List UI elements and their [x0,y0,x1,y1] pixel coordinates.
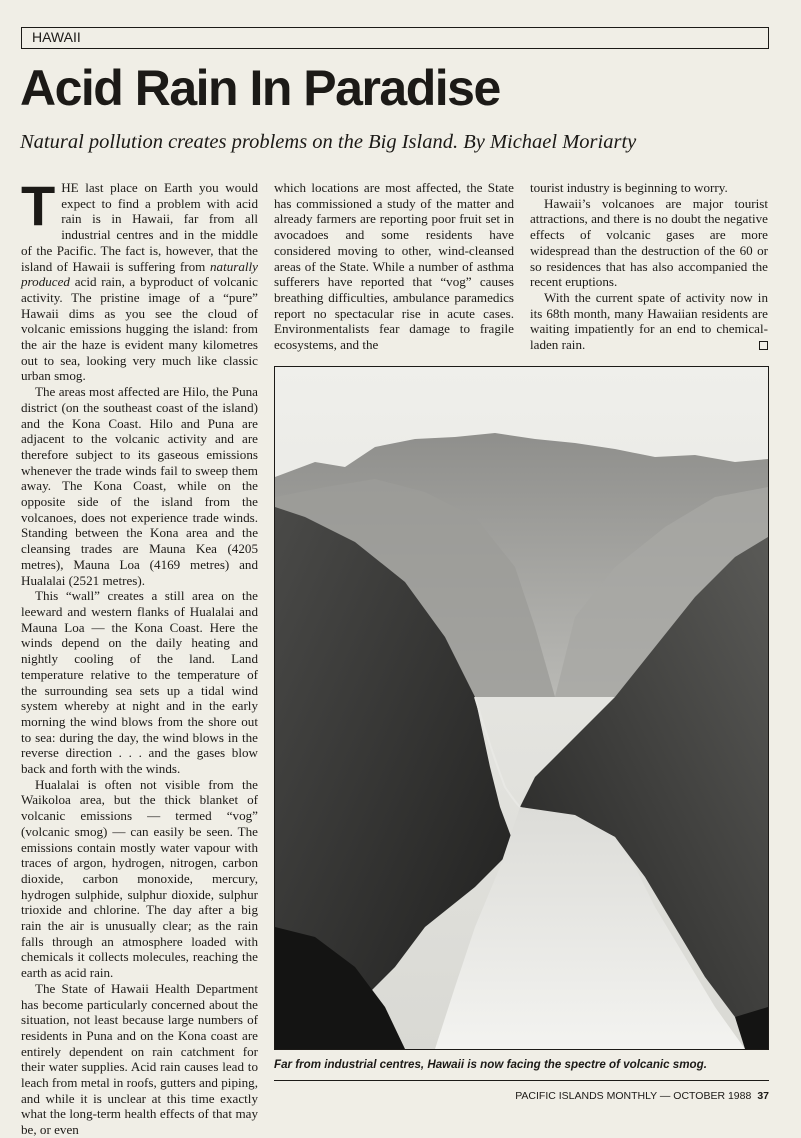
end-mark-icon [759,341,768,350]
text-column-1 [21,174,258,1138]
photo-caption: Far from industrial centres, Hawaii is now facing the spectre of volcanic smog. [274,1058,707,1071]
paragraph: Hualalai is often not visible from the Waikoloa area, but the thick blanket of volcanic emissions — termed “vog” (volcanic smog) — can easily be seen. The emissions contain mostly water vapour with traces of argon, hydrogen, nitrogen, carbon dioxide, carbon monoxide, mercury, hydrogen sulphide, sulphur dioxide, sulphur trioxide and chlorine. The day after a big rain the air is unusually clear; as the rain falls through an atmosphere loaded with chemicals it collects molecules, reaching the earth as acid rain. [21,776,258,981]
paragraph: The areas most affected are Hilo, the Puna district (on the southeast coast of the island) and the Kona Coast. Hilo and Puna are adjacent to the volcanic activity and are therefore subject to its gaseous emissions whenever the trade winds fail to sweep them away. The Kona Coast, while on the opposite side of the island from the volcanoes, does not experience trade winds. Standing between the Kona area and the cleansing trades are Mauna Kea (4205 metres), Mauna Loa (4169 metres) and Hualalai (2521 metres). [21,384,258,588]
paragraph: Hawaii’s volcanoes are major tourist attractions, and there is no doubt the negative effects of volcanic gases are more widespread than the destruction of the 60 or so residences that has also accompanied the recent eruptions. [530,195,768,290]
emphasis-text: naturally produced [21,258,258,290]
paragraph [21,174,258,384]
section-label: HAWAII [21,27,769,49]
page-footer [515,1090,769,1102]
text-run: acid rain, a byproduct of volcanic activity. The pristine image of a “pure” Hawaii dims as you see the cloud of volcanic emissions hugging the island: from the air the haze is evident many kilometres out to sea, looking very much like classic urban smog. [21,274,258,384]
valley-photo [274,366,769,1050]
text-run: HE last place on Earth you would expect to find a problem with acid rain is in Hawaii, far from all industrial centres and in the middle of the Pacific. The fact is, however, that the island of Hawaii is suffering from [21,180,258,274]
page-number: 37 [757,1090,769,1102]
drop-cap: T [21,174,56,237]
footer-divider [274,1080,769,1081]
paragraph: This “wall” creates a still area on the leeward and western flanks of Hualalai and Mauna Loa — the Kona Coast. Here the winds depend on the daily heating and nightly cooling of the land. Land temperature relative to the temperature of the surrounding sea sets up a tidal wind system whereby at night and in the early morning the wind blows from the shore out to sea: during the day, the wind blows in the reverse direction . . . and the gases blow back and forth with the winds. [21,588,258,777]
paragraph [530,290,768,353]
article-deck-byline: Natural pollution creates problems on the Big Island. By Michael Moriarty [20,131,637,153]
text-column-3 [530,180,768,353]
valley-photo-illustration [275,367,768,1049]
paragraph: The State of Hawaii Health Department has become particularly concerned about the situation, not least because large numbers of residents in Puna and on the Kona coast are entirely dependent on rain catchment for their water supplies. Acid rain causes lead to leach from metal in roofs, gutters and piping, and while it is unclear at this time exactly what the long-term health effects of that may be, or even [21,980,258,1138]
text-column-2 [274,180,514,353]
publication-name: PACIFIC ISLANDS MONTHLY — OCTOBER 1988 [515,1090,752,1102]
text-run: With the current spate of activity now in its 68th month, many Hawaiian residents are waiting impatiently for an end to chemical-laden rain. [530,289,768,353]
paragraph: tourist industry is beginning to worry. [530,180,728,195]
paragraph: which locations are most affected, the State has commissioned a study of the matter and already farmers are reporting poor fruit set in avocadoes and some residents have considered moving to other, wind-cleansed areas of the State. While a number of asthma sufferers have reported that “vog” causes breathing difficulties, ambulance paramedics report no spectacular rise in acute cases. Environmentalists fear damage to fragile ecosystems, and the [274,180,514,353]
article-headline: Acid Rain In Paradise [20,60,500,116]
